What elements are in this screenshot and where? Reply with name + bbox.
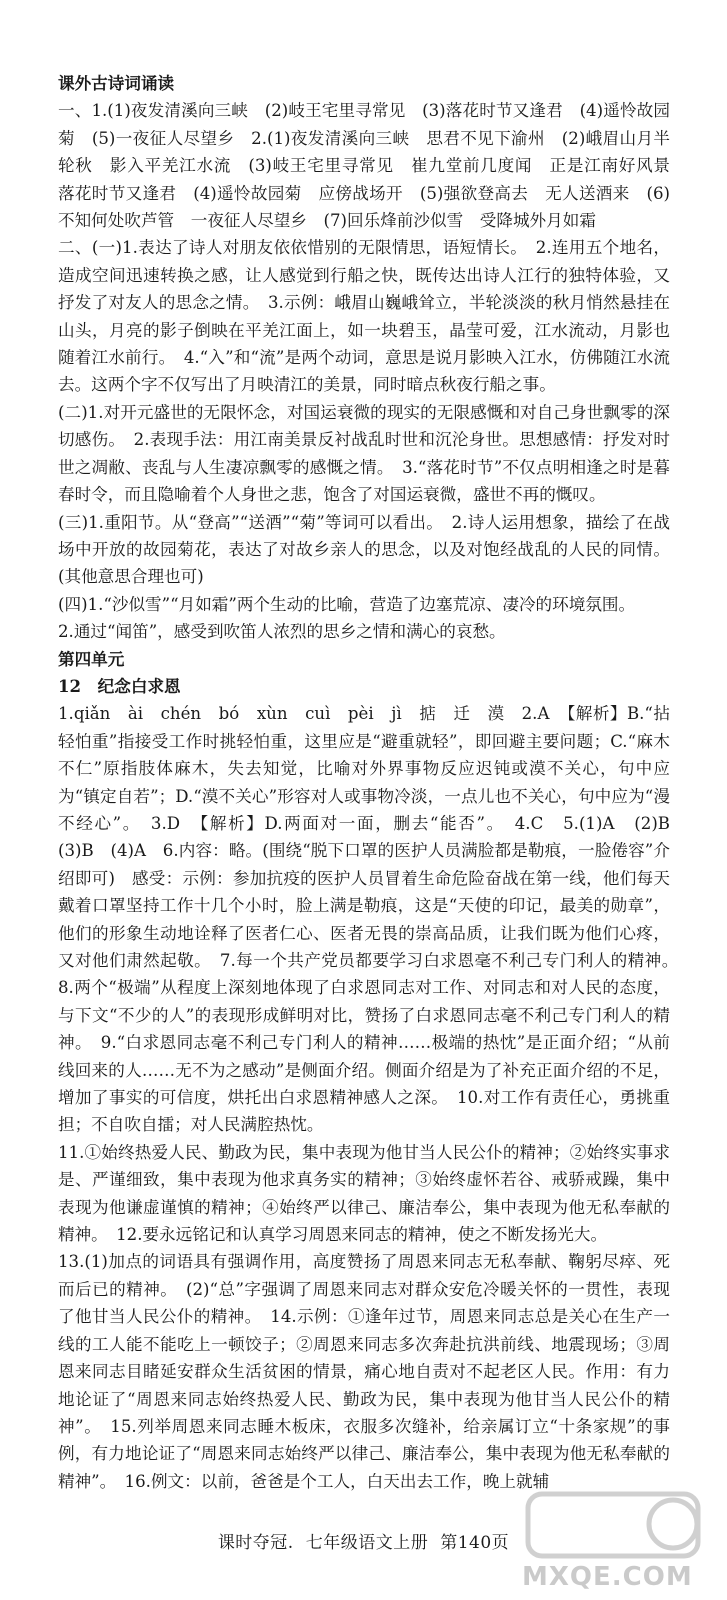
footer-book-title: 课时夺冠. bbox=[217, 1533, 294, 1553]
watermark-text: MXQE.COM bbox=[522, 1562, 693, 1592]
footer-grade: 七年级语文上册 bbox=[305, 1533, 429, 1553]
answer-paragraph: (四)1.“沙似雪”“月如霜”两个生动的比喻，营造了边塞荒凉、凄冷的环境氛围。 bbox=[58, 594, 636, 614]
answer-paragraph: 二、(一)1.表达了诗人对朋友依依惜别的无限情思，语短情长。 2.连用五个地名，造成空间迅速转换之感，让人感觉到行船之快，既传达出诗人江行的独特体验，又抒发了对友人的思念之情。 3.示例：峨眉山巍峨耸立，半轮淡淡的秋月悄然悬挂在山头，月亮的影子倒映在平羌江面上，如一块碧玉，晶莹可爱，江水流动，月影也随着江水前行。 4.“入”和“流”是两个动词，意思是说月影映入江水，仿佛随江水流去。这两个字不仅写出了月映清江的美景，同时暗点秋夜行船之事。 bbox=[58, 238, 670, 395]
unit-heading: 第四单元 bbox=[58, 648, 125, 669]
answer-paragraph: (二)1.对开元盛世的无限怀念，对国运衰微的现实的无限感慨和对自己身世飘零的深切感伤。 2.表现手法：用江南美景反衬战乱时世和沉沦身世。思想感情：抒发对时世之凋敝、丧乱与人生凄凉飘零的感慨之情。 3.“落花时节”不仅点明相逢之时是暮春时令，而且隐喻着个人身世之悲，饱含了对国运衰微，盛世不再的慨叹。 bbox=[58, 402, 670, 505]
answer-paragraph: 2.通过“闻笛”，感受到吹笛人浓烈的思乡之情和满心的哀愁。 bbox=[58, 622, 506, 642]
watermark-logo bbox=[508, 1486, 718, 1596]
answer-paragraph: 一、1.(1)夜发清溪向三峡 (2)岐王宅里寻常见 (3)落花时节又逢君 (4)遥怜故园菊 (5)一夜征人尽望乡 2.(1)夜发清溪向三峡 思君不见下渝州 (2)峨眉山月半轮秋 影入平羌江水流 (3)岐王宅里寻常见 崔九堂前几度闻 正是江南好风景 落花时节又逢君 (4)遥怜故园菊 应傍战场开 (5)强欲登高去 无人送酒来 (6)不知何处吹芦管 一夜征人尽望乡 (7)回乐烽前沙似雪 受降城外月如霜 bbox=[58, 101, 687, 231]
lesson-heading: 12 纪念白求恩 bbox=[58, 675, 181, 696]
section-heading-poetry: 课外古诗词诵读 bbox=[58, 73, 175, 93]
answer-paragraph: 13.(1)加点的词语具有强调作用，高度赞扬了周恩来同志无私奉献、鞠躬尽瘁、死而后已的精神。 (2)“总”字强调了周恩来同志对群众安危冷暖关怀的一贯性，表现了他甘当人民公仆的精神。 14.示例：①逢年过节，周恩来同志总是关心在生产一线的工人能不能吃上一顿饺子；②周恩来同志多次奔赴抗洪前线、地震现场；③周恩来同志目睹延安群众生活贫困的情景，痛心地自责对不起老区人民。作用：有力地论证了“周恩来同志始终热爱人民、勤政为民，集中表现为他甘当人民公仆的精神”。 15.列举周恩来同志睡木板床，衣服多次缝补，给亲属订立“十条家规”的事例，有力地论证了“周恩来同志始终严以律己、廉洁奉公，集中表现为他无私奉献的精神”。 16.例文：以前，爸爸是个工人，白天出去工作，晚上就辅 bbox=[58, 1252, 670, 1491]
answer-paragraph: 1.qiǎn ài chén bó xùn cuì pèi jì 掂 迁 漠 2.A 【解析】B.“拈轻怕重”指接受工作时挑轻怕重，这里应是“避重就轻”，即回避主要问题；C.“麻木不仁”原指肢体麻木，失去知觉，比喻对外界事物反应迟钝或漠不关心，句中应为“镇定自若”；D.“漠不关心”形容对人或事物冷淡，一点儿也不关心，句中应为“漫不经心”。 3.D 【解析】D.两面对一面，删去“能否”。 4.C 5.(1)A (2)B (3)B (4)A 6.内容：略。(围绕“脱下口罩的医护人员满脸都是勒痕，一脸倦容”介绍即可) 感受：示例：参加抗疫的医护人员冒着生命危险奋战在第一线，他们每天戴着口罩坚持工作十几个小时，脸上满是勒痕，这是“天使的印记，最美的勋章”，他们的形象生动地诠释了医者仁心、医者无畏的崇高品质，让我们既为他们心疼，又对他们肃然起敬。 7.每一个共产党员都要学习白求恩毫不利己专门利人的精神。 8.两个“极端”从程度上深刻地体现了白求恩同志对工作、对同志和对人民的态度，与下文“不少的人”的表现形成鲜明对比，赞扬了白求恩同志毫不利己专门利人的精神。 9.“白求恩同志毫不利己专门利人的精神……极端的热忱”是正面介绍；“从前线回来的人……无不为之感动”是侧面介绍。侧面介绍是为了补充正面介绍的不足，增加了事实的可信度，烘托出白求恩精神感人之深。 10.对工作有责任心，勇挑重担；不自吹自擂；对人民满腔热忱。 bbox=[58, 704, 687, 1135]
answer-content bbox=[58, 70, 687, 1495]
answer-paragraph: 11.①始终热爱人民、勤政为民，集中表现为他甘当人民公仆的精神；②始终实事求是、严谨细致，集中表现为他求真务实的精神；③始终虚怀若谷、戒骄戒躁，集中表现为他谦虚谨慎的精神；④始终严以律己、廉洁奉公，集中表现为他无私奉献的精神。 12.要永远铭记和认真学习周恩来同志的精神，使之不断发扬光大。 bbox=[58, 1142, 670, 1245]
answer-paragraph: (三)1.重阳节。从“登高”“送酒”“菊”等词可以看出。 2.诗人运用想象，描绘了在战场中开放的故园菊花，表达了对故乡亲人的思念，以及对饱经战乱的人民的同情。(其他意思合理也可) bbox=[58, 512, 670, 587]
footer-page-number: 第140页 bbox=[440, 1533, 510, 1553]
